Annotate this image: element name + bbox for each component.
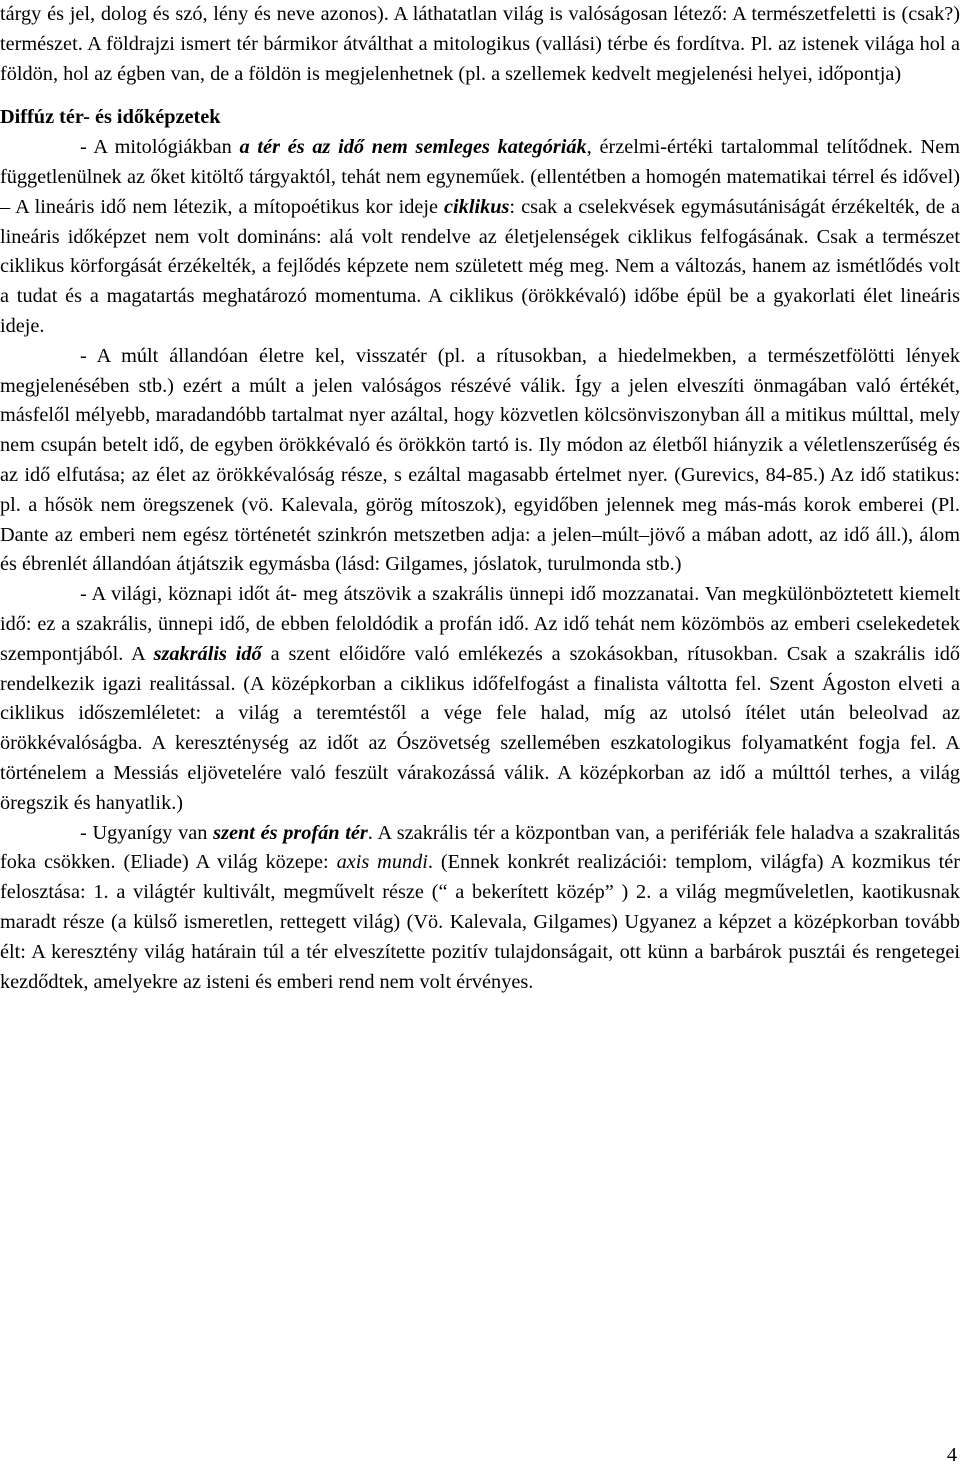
emphasis-text: a tér és az idő nem semleges kategóriák [239, 136, 587, 159]
emphasis-text: szakrális idő [153, 642, 262, 665]
text-run: - Ugyanígy van [80, 821, 214, 844]
text-run: . A szakrális tér a központban van, a perifériák fele haladva a szakralitás foka csökken. (Eliade) A világ közepe: [0, 821, 960, 874]
emphasis-text: ciklikus [444, 195, 510, 218]
text-run: . (Ennek konkrét realizációi: templom, világfa) A kozmikus tér felosztása: 1. a világtér kultivált, megművelt része (“ a bekerített közép” ) 2. a világ megműveletlen, kaotikusnak maradt része (a külső ismeretlen, rettegett világ) (Vö. Kalevala, Gilgames) Ugyanez a képzet a középkorban tovább élt: A keresztény világ határain túl a tér elveszítette pozitív tulajdonságait, ott künn a barbárok pusztái és rengetegei kezdődtek, amelyekre az isteni és emberi rend nem volt érvényes. [0, 851, 960, 993]
paragraph-time-space [0, 133, 960, 342]
intro-text: tárgy és jel, dolog és szó, lény és neve azonos). A láthatatlan világ is valóságosan létező: A természetfeletti is (csak?) természet. A földrajzi ismert tér bármikor átválthat a mitologikus (vallási) térbe és fordítva. Pl. az istenek világa hol a földön, hol az égben van, de a földön is megjelenhetnek (pl. a szellemek kedvelt megjelenési helyei, időpontja) [0, 3, 960, 85]
text-run: : csak a cselekvések egymásutániságát érzékelték, de a lineáris időképzet nem volt domináns: alá volt rendelve az életjelenségek ciklikus felfogásának. Csak a természet ciklikus körforgását érzékelték, a fejlődés képzete nem született még meg. Nem a változás, hanem az ismétlődés volt a tudat és a magatartás meghatározó momentuma. A ciklikus (örökkévaló) időbe épül be a gyakorlati élet lineáris ideje. [0, 195, 960, 337]
section-heading: Diffúz tér- és időképzetek [0, 106, 221, 129]
text-run: a szent előidőre való emlékezés a szokásokban, rítusokban. Csak a szakrális idő rendelkezik igazi realitással. (A középkorban a ciklikus időfelfogást a finalista váltotta fel. Szent Ágoston elveti a ciklikus időszemléletet: a világ a teremtéstől a vége fele halad, míg az utolsó ítélet után beleolvad az örökkévalóságba. A kereszténység az időt az Ószövetség szellemében eszkatologikus folyamatként fogja fel. A történelem a Messiás eljövetelére való feszült várakozássá válik. A középkorban az idő a múlttól terhes, a világ öregszik és hanyatlik.) [0, 642, 960, 814]
text-run: , érzelmi-értéki tartalommal telítődnek. Nem függetlenülnek az őket kitöltő tárgyaktól, tehát nem egyneműek. (ellentétben a homogén matematikai térrel és idővel) – A lineáris idő nem létezik, a mítopoétikus kor ideje [0, 136, 960, 218]
text-run: - A világi, köznapi időt át- meg átszövik a szakrális ünnepi idő mozzanatai. Van megkülönböztetett kiemelt idő: ez a szakrális, ünnepi idő, de ebben feloldódik a profán idő. Az idő tehát nem közömbös az emberi cselekedetek szempontjából. A [0, 583, 960, 665]
paragraph-sacred-space [0, 819, 960, 998]
paragraph-sacred-time [0, 580, 960, 818]
emphasis-text: szent és profán tér [213, 821, 368, 844]
page-number: 4 [946, 1444, 957, 1466]
italic-text: axis mundi [336, 851, 428, 874]
paragraph-intro [0, 0, 960, 89]
paragraph-past [0, 342, 960, 580]
text-run: - A múlt állandóan életre kel, visszatér (pl. a rítusokban, a hiedelmekben, a természetfölötti lények megjelenésében stb.) ezért a múlt a jelen valóságos részévé válik. Így a jelen elveszíti önmagában való értékét, másfelől mélyebb, maradandóbb tartalmat nyer azáltal, hogy közvetlen kölcsönviszonyban áll a mitikus múlttal, mely nem csupán betelt idő, de egyben örökkévaló és örökkön tartó is. Ily módon az életből hiányzik a véletlenszerűség és az idő elfutása; az élet az örökkévalóság része, s ezáltal magasabb értelmet nyer. (Gurevics, 84-85.) Az idő statikus: pl. a hősök nem öregszenek (vö. Kalevala, görög mítoszok), egyidőben jelennek meg más-más korok emberei (Pl. Dante az emberi nem egész történetét szinkrón metszetben adja: a jelen–múlt–jövő a mában adott, az idő áll.), álom és ébrenlét állandóan átjátszik egymásba (lásd: Gilgames, jóslatok, turulmonda stb.) [0, 344, 960, 576]
text-run: - A mitológiákban [80, 136, 240, 159]
